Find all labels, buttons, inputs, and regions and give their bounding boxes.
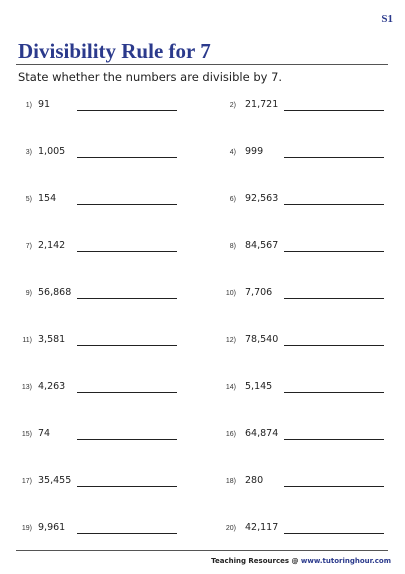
problem-number: 10) bbox=[225, 290, 236, 297]
problem-value: 91 bbox=[38, 99, 51, 110]
problem-item bbox=[200, 285, 400, 332]
problem-value: 2,142 bbox=[38, 240, 66, 251]
problem-item bbox=[0, 473, 200, 520]
problem-value: 84,567 bbox=[245, 240, 279, 251]
footer-url-link[interactable]: www.tutoringhour.com bbox=[300, 557, 391, 565]
problem-number: 1) bbox=[25, 102, 32, 109]
problem-number: 9) bbox=[25, 290, 32, 297]
bottom-divider bbox=[16, 550, 388, 551]
problem-item bbox=[0, 520, 200, 567]
page-title: Divisibility Rule for 7 bbox=[18, 39, 211, 63]
answer-line[interactable] bbox=[284, 345, 384, 346]
problem-item bbox=[0, 426, 200, 473]
problem-item bbox=[0, 191, 200, 238]
problem-value: 21,721 bbox=[245, 99, 279, 110]
problem-number: 2) bbox=[229, 102, 236, 109]
problem-number: 6) bbox=[229, 196, 236, 203]
sheet-code: S1 bbox=[381, 13, 393, 25]
problem-number: 15) bbox=[21, 431, 32, 438]
problem-number: 18) bbox=[225, 478, 236, 485]
problem-value: 4,263 bbox=[38, 381, 66, 392]
problem-value: 74 bbox=[38, 428, 51, 439]
problem-value: 1,005 bbox=[38, 146, 66, 157]
problem-item bbox=[0, 285, 200, 332]
problem-number: 13) bbox=[21, 384, 32, 391]
answer-line[interactable] bbox=[284, 157, 384, 158]
problem-grid bbox=[0, 97, 405, 540]
answer-line[interactable] bbox=[284, 392, 384, 393]
answer-line[interactable] bbox=[77, 533, 177, 534]
answer-line[interactable] bbox=[284, 204, 384, 205]
problem-item bbox=[200, 379, 400, 426]
answer-line[interactable] bbox=[77, 157, 177, 158]
answer-line[interactable] bbox=[77, 204, 177, 205]
problem-value: 999 bbox=[245, 146, 264, 157]
answer-line[interactable] bbox=[284, 486, 384, 487]
problem-number: 5) bbox=[25, 196, 32, 203]
answer-line[interactable] bbox=[77, 251, 177, 252]
answer-line[interactable] bbox=[77, 345, 177, 346]
answer-line[interactable] bbox=[284, 110, 384, 111]
problem-number: 4) bbox=[229, 149, 236, 156]
problem-number: 11) bbox=[22, 337, 32, 344]
answer-line[interactable] bbox=[77, 486, 177, 487]
answer-line[interactable] bbox=[284, 298, 384, 299]
problem-item bbox=[200, 97, 400, 144]
problem-item bbox=[0, 332, 200, 379]
top-divider bbox=[16, 64, 388, 65]
problem-value: 5,145 bbox=[245, 381, 273, 392]
problem-number: 19) bbox=[21, 525, 32, 532]
problem-item bbox=[200, 332, 400, 379]
problem-number: 7) bbox=[25, 243, 32, 250]
problem-number: 3) bbox=[25, 149, 32, 156]
problem-item bbox=[0, 144, 200, 191]
answer-line[interactable] bbox=[77, 110, 177, 111]
problem-number: 17) bbox=[21, 478, 32, 485]
problem-number: 14) bbox=[225, 384, 236, 391]
answer-line[interactable] bbox=[284, 439, 384, 440]
problem-value: 78,540 bbox=[245, 334, 279, 345]
footer-prefix: Teaching Resources @ bbox=[211, 557, 301, 565]
problem-value: 154 bbox=[38, 193, 57, 204]
problem-number: 8) bbox=[229, 243, 236, 250]
problem-item bbox=[200, 473, 400, 520]
problem-number: 12) bbox=[225, 337, 236, 344]
problem-item bbox=[200, 426, 400, 473]
answer-line[interactable] bbox=[284, 251, 384, 252]
problem-value: 92,563 bbox=[245, 193, 279, 204]
problem-value: 280 bbox=[245, 475, 264, 486]
problem-number: 16) bbox=[225, 431, 236, 438]
problem-value: 56,868 bbox=[38, 287, 72, 298]
problem-item bbox=[200, 238, 400, 285]
problem-item bbox=[0, 238, 200, 285]
answer-line[interactable] bbox=[284, 533, 384, 534]
answer-line[interactable] bbox=[77, 439, 177, 440]
problem-item bbox=[0, 379, 200, 426]
problem-value: 3,581 bbox=[38, 334, 66, 345]
instruction-text: State whether the numbers are divisible by 7. bbox=[18, 70, 283, 84]
problem-value: 42,117 bbox=[245, 522, 279, 533]
footer-credit bbox=[211, 556, 391, 566]
problem-value: 64,874 bbox=[245, 428, 279, 439]
problem-value: 9,961 bbox=[38, 522, 66, 533]
problem-value: 7,706 bbox=[245, 287, 273, 298]
problem-value: 35,455 bbox=[38, 475, 72, 486]
problem-item bbox=[0, 97, 200, 144]
problem-item bbox=[200, 191, 400, 238]
answer-line[interactable] bbox=[77, 392, 177, 393]
problem-number: 20) bbox=[225, 525, 236, 532]
answer-line[interactable] bbox=[77, 298, 177, 299]
problem-item bbox=[200, 144, 400, 191]
